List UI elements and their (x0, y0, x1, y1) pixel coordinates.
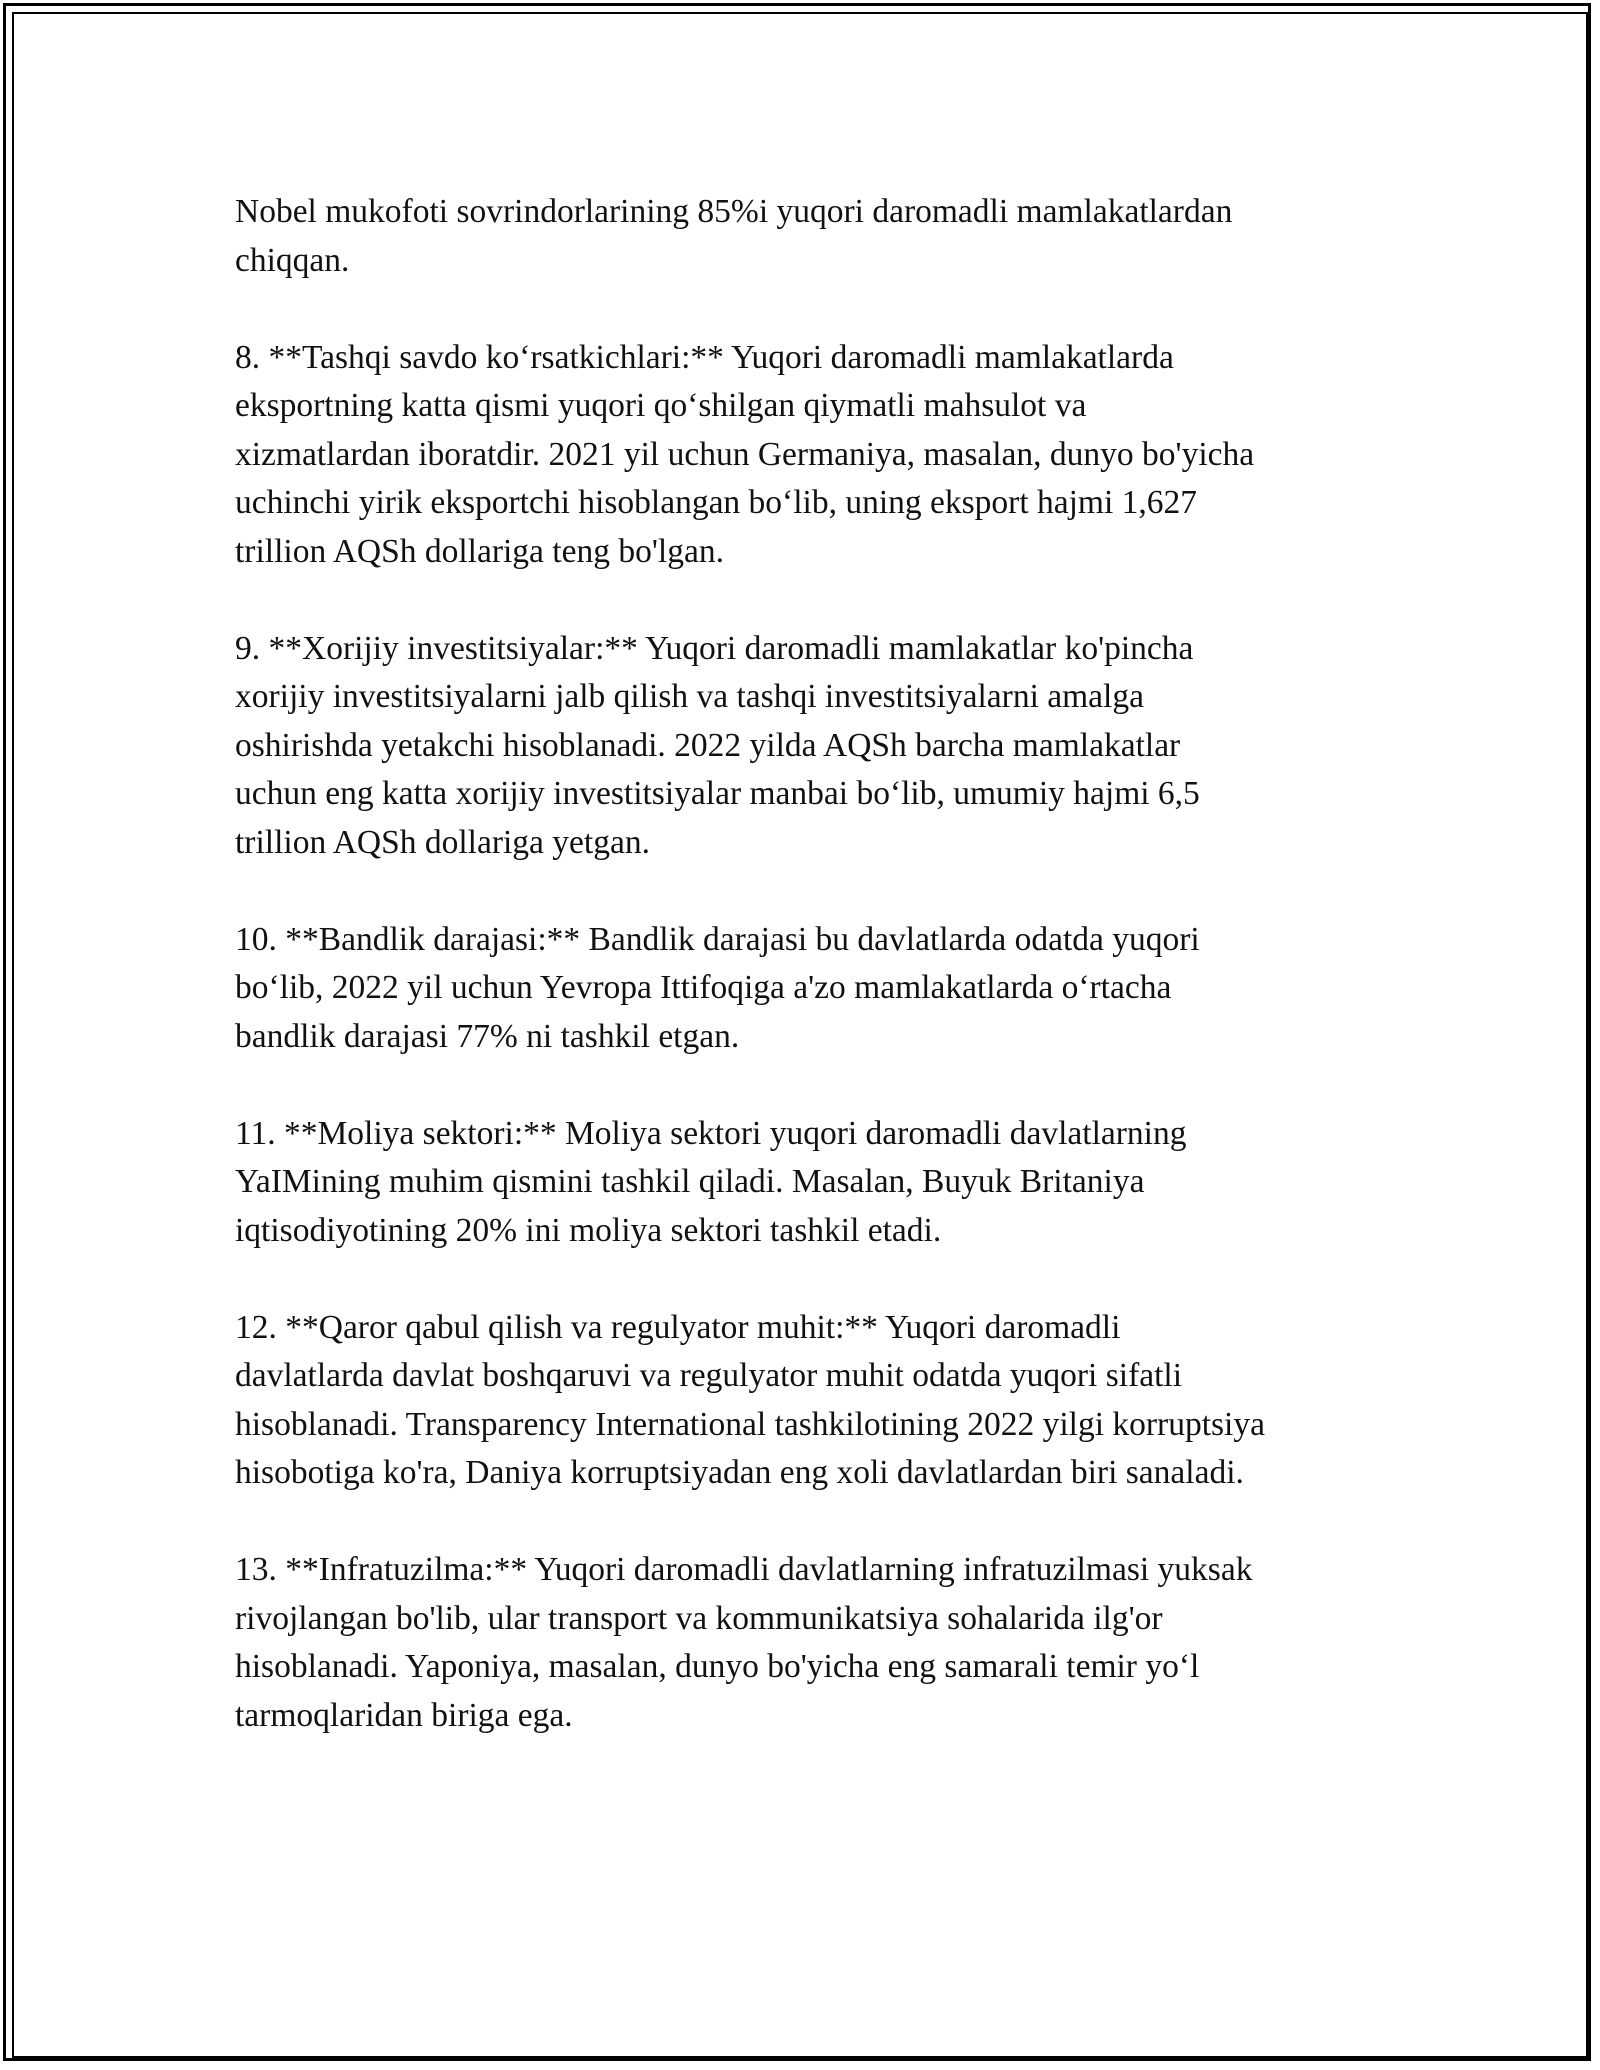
paragraph-infrastructure: 13. **Infratuzilma:** Yuqori daromadli davlatlarning infratuzilmasi yuksak rivojlangan bo'lib, ular transport va kommunikatsiya sohalarida ilg'or hisoblanadi. Yaponiya, masalan, dunyo bo'yicha eng samarali temir yoʻl tarmoqlaridan biriga ega. (235, 1551, 1253, 1734)
document-body (235, 188, 1375, 1789)
paragraph-foreign-trade: 8. **Tashqi savdo koʻrsatkichlari:** Yuqori daromadli mamlakatlarda eksportning katta qismi yuqori qoʻshilgan qiymatli mahsulot va xizmatlardan iboratdir. 2021 yil uchun Germaniya, masalan, dunyo bo'yicha uchinchi yirik eksportchi hisoblangan boʻlib, uning eksport hajmi 1,627 trillion AQSh dollariga teng bo'lgan. (235, 338, 1255, 570)
paragraph-foreign-investment: 9. **Xorijiy investitsiyalar:** Yuqori daromadli mamlakatlar ko'pincha xorijiy investitsiyalarni jalb qilish va tashqi investitsiyalarni amalga oshirishda yetakchi hisoblanadi. 2022 yilda AQSh barcha mamlakatlar uchun eng katta xorijiy investitsiyalar manbai boʻlib, umumiy hajmi 6,5 trillion AQSh dollariga yetgan. (235, 629, 1200, 861)
paragraph-nobel-laureates: Nobel mukofoti sovrindorlarining 85%i yuqori daromadli mamlakatlardan chiqqan. (235, 193, 1233, 279)
paragraph-financial-sector: 11. **Moliya sektori:** Moliya sektori yuqori daromadli davlatlarning YaIMining muhim qismini tashkil qiladi. Masalan, Buyuk Britaniya iqtisodiyotining 20% ini moliya sektori tashkil etadi. (235, 1114, 1187, 1249)
paragraph-employment-rate: 10. **Bandlik darajasi:** Bandlik darajasi bu davlatlarda odatda yuqori boʻlib, 2022 yil uchun Yevropa Ittifoqiga a'zo mamlakatlarda oʻrtacha bandlik darajasi 77% ni tashkil etgan. (235, 920, 1200, 1055)
paragraph-governance: 12. **Qaror qabul qilish va regulyator muhit:** Yuqori daromadli davlatlarda davlat boshqaruvi va regulyator muhit odatda yuqori sifatli hisoblanadi. Transparency International tashkilotining 2022 yilgi korruptsiya hisobotiga ko'ra, Daniya korruptsiyadan eng xoli davlatlardan biri sanaladi. (235, 1308, 1265, 1491)
